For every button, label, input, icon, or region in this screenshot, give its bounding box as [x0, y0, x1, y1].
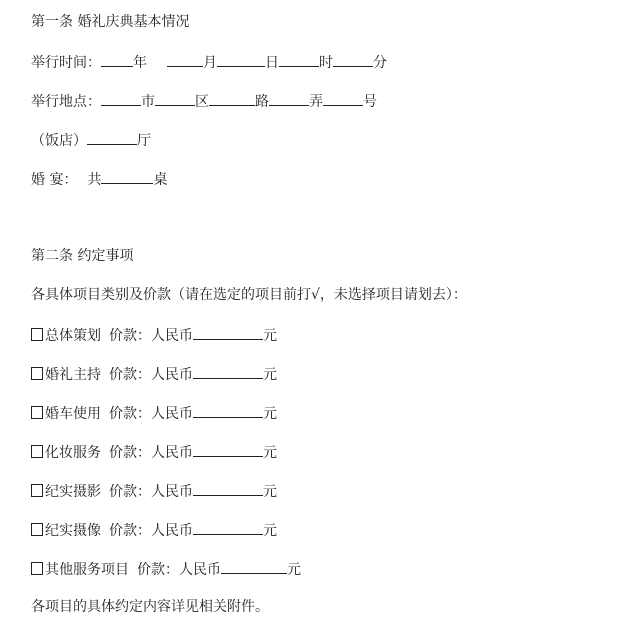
unit-label: 元: [263, 523, 277, 539]
place-label: 举行地点：: [31, 94, 101, 110]
item-name: 婚车使用: [45, 406, 101, 422]
road-blank: [209, 91, 255, 106]
unit-label: 元: [263, 406, 277, 422]
year-unit: 年: [133, 55, 147, 71]
number-unit: 号: [363, 94, 377, 110]
hour-blank: [279, 52, 319, 67]
hotel-prefix: （饭店）: [31, 133, 87, 149]
minute-blank: [333, 52, 373, 67]
item-row: [31, 559, 301, 579]
item-name: 纪实摄像: [45, 523, 101, 539]
time-line: [31, 52, 387, 72]
hour-unit: 时: [319, 55, 333, 71]
unit-label: 元: [263, 328, 277, 344]
unit-label: 元: [263, 367, 277, 383]
item-name: 化妆服务: [45, 445, 101, 461]
banquet-line: [31, 169, 167, 189]
section2-footer: 各项目的具体约定内容详见相关附件。: [31, 599, 269, 615]
price-blank: [193, 520, 263, 535]
price-label: 价款：人民币: [137, 562, 221, 578]
section2-heading: 第二条 约定事项: [31, 248, 134, 264]
item-checkbox[interactable]: [31, 484, 43, 497]
item-row: [31, 481, 277, 501]
district-blank: [155, 91, 195, 106]
price-label: 价款：人民币: [109, 484, 193, 500]
section1-heading: 第一条 婚礼庆典基本情况: [31, 14, 190, 30]
unit-label: 元: [263, 445, 277, 461]
hotel-suffix: 厅: [137, 133, 151, 149]
month-unit: 月: [203, 55, 217, 71]
item-row: [31, 364, 277, 384]
price-label: 价款：人民币: [109, 445, 193, 461]
unit-label: 元: [263, 484, 277, 500]
day-unit: 日: [265, 55, 279, 71]
number-blank: [323, 91, 363, 106]
banquet-blank: [101, 169, 153, 184]
item-name: 其他服务项目: [45, 562, 129, 578]
unit-label: 元: [287, 562, 301, 578]
district-unit: 区: [195, 94, 209, 110]
item-checkbox[interactable]: [31, 406, 43, 419]
banquet-prefix: 共: [87, 172, 102, 188]
lane-blank: [269, 91, 309, 106]
price-blank: [193, 364, 263, 379]
minute-unit: 分: [373, 55, 387, 71]
item-checkbox[interactable]: [31, 562, 43, 575]
item-name: 纪实摄影: [45, 484, 101, 500]
hotel-line: [31, 130, 151, 150]
year-blank: [101, 52, 133, 67]
item-checkbox[interactable]: [31, 367, 43, 380]
item-checkbox[interactable]: [31, 328, 43, 341]
banquet-suffix: 桌: [153, 172, 168, 188]
price-label: 价款：人民币: [109, 523, 193, 539]
item-checkbox[interactable]: [31, 523, 43, 536]
item-checkbox[interactable]: [31, 445, 43, 458]
price-blank: [221, 559, 287, 574]
month-blank: [167, 52, 203, 67]
section2-intro: 各具体项目类别及价款（请在选定的项目前打√，未选择项目请划去）：: [31, 287, 467, 303]
item-row: [31, 442, 277, 462]
price-blank: [193, 403, 263, 418]
item-row: [31, 520, 277, 540]
price-label: 价款：人民币: [109, 328, 193, 344]
hotel-blank: [87, 130, 137, 145]
item-row: [31, 403, 277, 423]
item-row: [31, 325, 277, 345]
lane-unit: 弄: [309, 94, 323, 110]
price-label: 价款：人民币: [109, 406, 193, 422]
place-line: [31, 91, 377, 111]
day-blank: [217, 52, 265, 67]
city-blank: [101, 91, 141, 106]
item-name: 总体策划: [45, 328, 101, 344]
price-label: 价款：人民币: [109, 367, 193, 383]
road-unit: 路: [255, 94, 269, 110]
item-name: 婚礼主持: [45, 367, 101, 383]
price-blank: [193, 442, 263, 457]
price-blank: [193, 481, 263, 496]
price-blank: [193, 325, 263, 340]
city-unit: 市: [141, 94, 155, 110]
banquet-label: 婚 宴：: [31, 172, 78, 188]
time-label: 举行时间：: [31, 55, 101, 71]
